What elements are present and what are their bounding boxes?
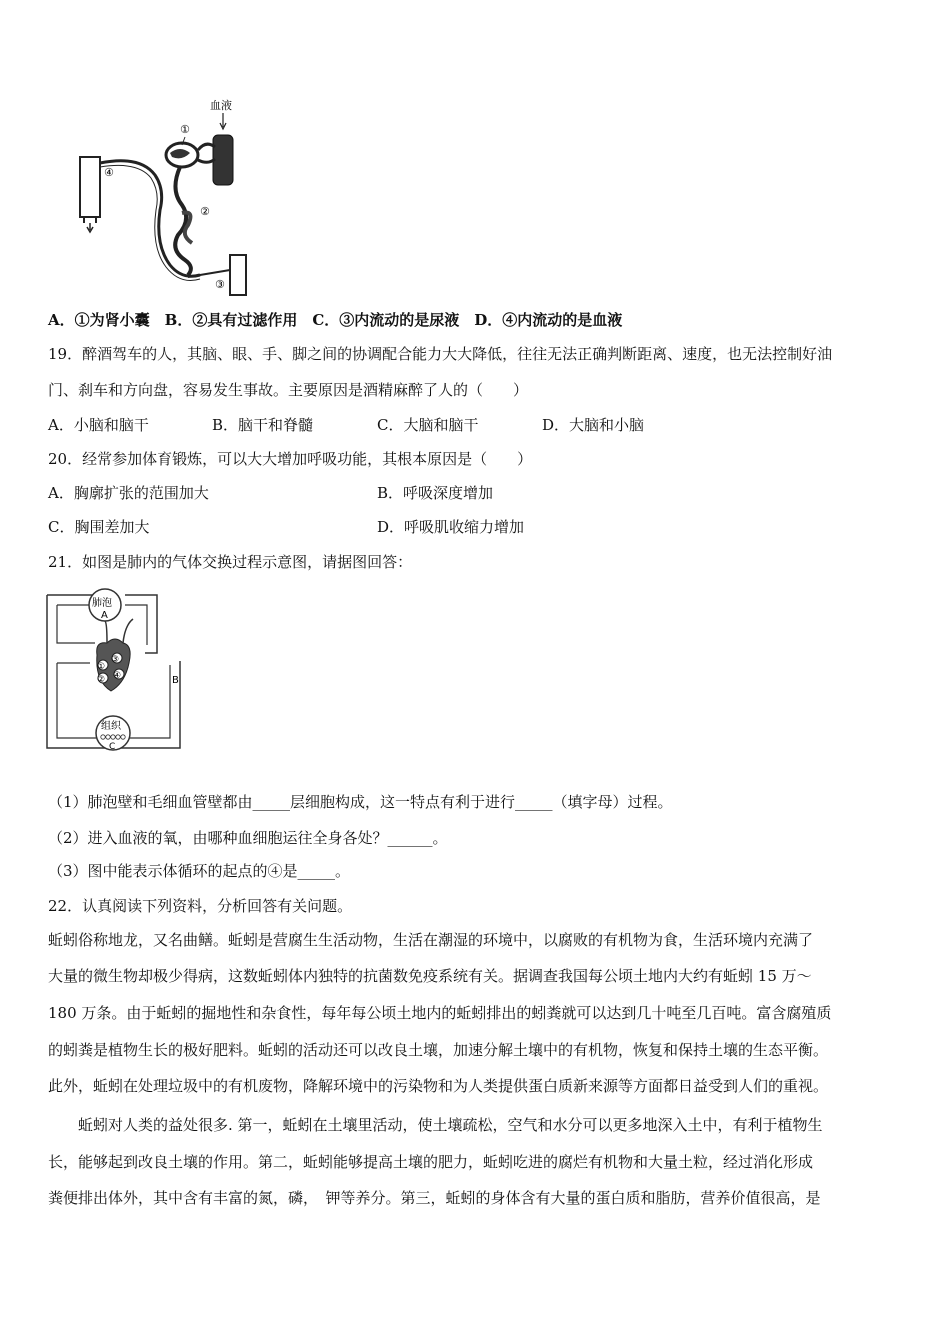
fig21-label-alveolus: 肺泡: [92, 598, 112, 609]
fig21-label-c: C: [109, 742, 116, 752]
fig21-label-tissue: 组织: [101, 721, 121, 732]
fig18-label-4: ④: [104, 166, 114, 179]
q22-p2-line3: 粪便排出体外，其中含有丰富的氮，磷， 钾等养分。第三，蚯蚓的身体含有大量的蛋白质和脂肪，营养价值很高，是: [48, 1189, 821, 1207]
tube-3: [230, 255, 246, 295]
q22-p1-line3: 180 万条。由于蚯蚓的掘地性和杂食性，每年每公顷土地内的蚯蚓排出的蚓粪就可以达到几十吨至几百吨。富含腐殖质: [48, 1004, 832, 1022]
gas-exchange-figure: [45, 583, 195, 753]
q19-option-d: D．大脑和小脑: [542, 416, 645, 434]
blood-vessel: [213, 135, 233, 185]
tube-4: [80, 157, 100, 217]
q21-sub2: （2）进入血液的氧，由哪种血细胞运往全身各处？______。: [48, 829, 448, 847]
q21-sub1: （1）肺泡壁和毛细血管壁都由_____层细胞构成，这一特点有利于进行_____（填字母）过程。: [48, 793, 673, 811]
q22-p2-line1: 蚯蚓对人类的益处很多. 第一，蚯蚓在土壤里活动，使土壤疏松，空气和水分可以更多地深入土中，有利于植物生: [48, 1116, 823, 1134]
fig18-label-1: ①: [180, 123, 190, 136]
q19-stem-line2: 门、刹车和方向盘，容易发生事故。主要原因是酒精麻醉了人的（ ）: [48, 381, 529, 399]
q22-p1-line1: 蚯蚓俗称地龙，又名曲鳝。蚯蚓是营腐生生活动物，生活在潮湿的环境中，以腐败的有机物为食，生活环境内充满了: [48, 931, 814, 949]
q22-p1-line5: 此外，蚯蚓在处理垃圾中的有机废物，降解环境中的污染物和为人类提供蛋白质新来源等方面都日益受到人们的重视。: [48, 1077, 829, 1095]
q20-option-d: D．呼吸肌收缩力增加: [377, 518, 525, 536]
q21-stem: 21．如图是肺内的气体交换过程示意图，请据图回答：: [48, 553, 413, 571]
q22-stem: 22．认真阅读下列资料，分析回答有关问题。: [48, 897, 353, 915]
q22-p1-line4: 的蚓粪是植物生长的极好肥料。蚯蚓的活动还可以改良土壤，加速分解土壤中的有机物，恢复和保持土壤的生态平衡。: [48, 1041, 829, 1059]
q19-option-c: C．大脑和脑干: [377, 416, 479, 434]
fig21-label-3: ③: [111, 655, 120, 665]
q22-p2-line2: 长，能够起到改良土壤的作用。第二，蚯蚓能够提高土壤的肥力，蚯蚓吃进的腐烂有机物和大量土粒，经过消化形成: [48, 1153, 814, 1171]
q19-option-b: B．脑干和脊髓: [212, 416, 314, 434]
fig21-label-b: B: [172, 675, 179, 686]
q19-stem-line1: 19．醉酒驾车的人，其脑、眼、手、脚之间的协调配合能力大大降低，往往无法正确判断距离、速度，也无法控制好油: [48, 345, 833, 363]
fig21-label-2: ②: [97, 675, 106, 685]
q20-option-c: C．胸围差加大: [48, 518, 150, 536]
q18-options: A．①为肾小囊 B．②具有过滤作用 C．③内流动的是尿液 D．④内流动的是血液: [48, 311, 623, 329]
fig18-label-3: ③: [215, 278, 225, 291]
nephron-figure: [70, 95, 260, 305]
fig21-label-1: ①: [97, 662, 106, 672]
fig21-label-a: A: [101, 610, 108, 621]
fig18-label-blood: 血液: [210, 99, 232, 112]
q20-option-a: A．胸廓扩张的范围加大: [48, 484, 209, 502]
q22-p1-line2: 大量的微生物却极少得病，这数蚯蚓体内独特的抗菌数免疫系统有关。据调查我国每公顷土地内大约有蚯蚓 15 万～: [48, 967, 812, 985]
q20-option-b: B．呼吸深度增加: [377, 484, 494, 502]
q20-stem: 20．经常参加体育锻炼，可以大大增加呼吸功能，其根本原因是（ ）: [48, 450, 533, 468]
q19-option-a: A．小脑和脑干: [48, 416, 149, 434]
fig21-label-4: ④: [113, 671, 122, 681]
q21-sub3: （3）图中能表示体循环的起点的④是_____。: [48, 862, 351, 880]
fig18-label-2: ②: [200, 205, 210, 218]
